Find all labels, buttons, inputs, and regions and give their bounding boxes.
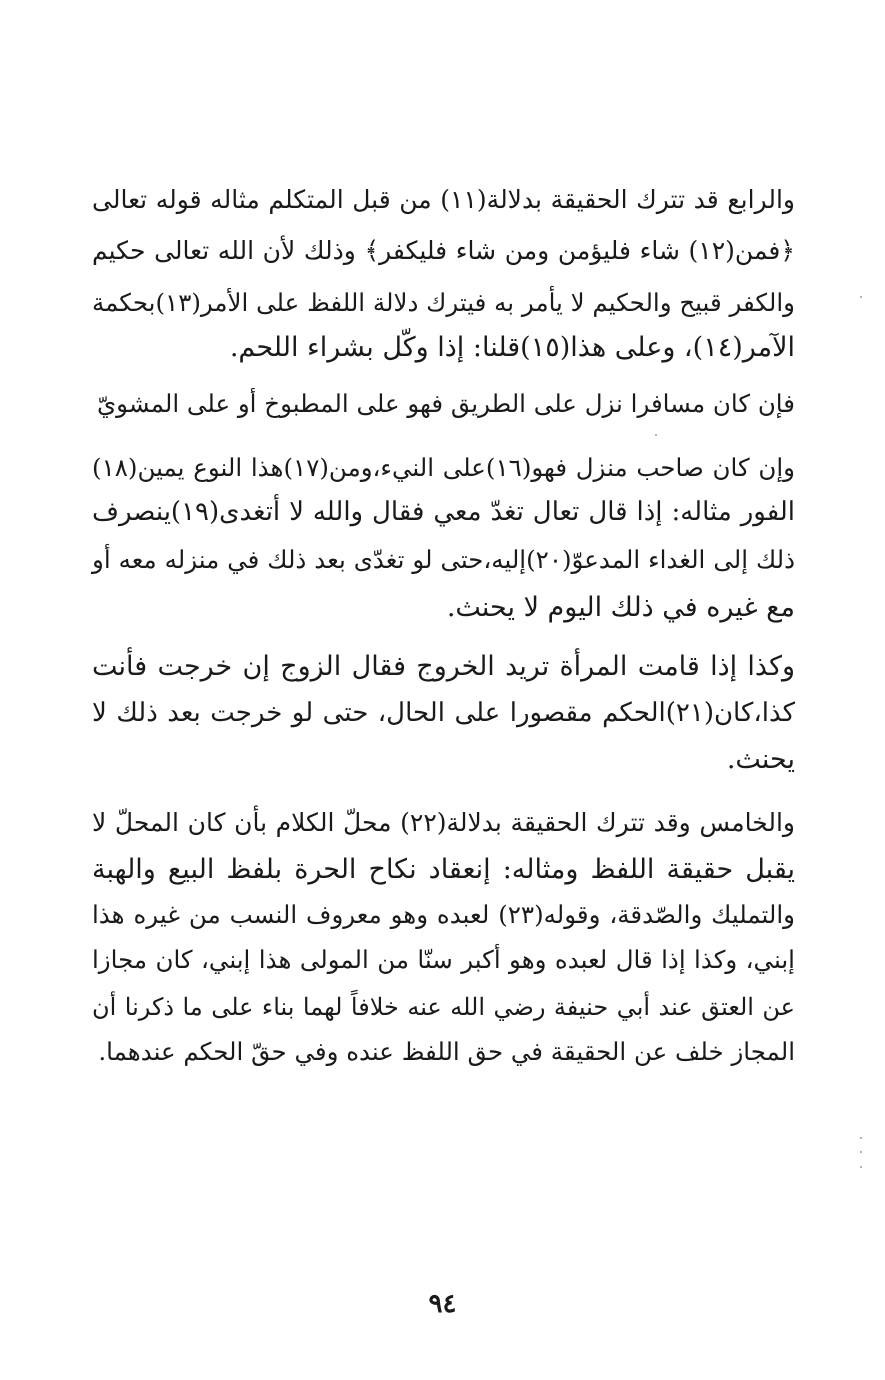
scan-speck — [655, 434, 657, 436]
paragraph-line: ذلك إلى الغداء المدعوّ(٢٠)إليه،حتى لو تغدّى بعد ذلك في منزله معه أو — [92, 545, 795, 574]
paragraph-line: كذا،كان(٢١)الحكم مقصورا على الحال، حتى لو خرجت بعد ذلك لا — [92, 698, 795, 728]
scan-speck — [860, 296, 862, 298]
paragraph-line: عن العتق عند أبي حنيفة رضي الله عنه خلافاً لهما بناء على ما ذكرنا أن — [92, 993, 795, 1021]
paragraph-line: فإن كان مسافرا نزل على الطريق فهو على المطبوخ أو على المشويّ — [97, 389, 795, 418]
scan-speck — [860, 1151, 862, 1153]
paragraph-line: والكفر قبيح والحكيم لا يأمر به فيترك دلالة اللفظ على الأمر(١٣)بحكمة — [92, 288, 795, 317]
paragraph-line: والخامس وقد تترك الحقيقة بدلالة(٢٢) محلّ الكلام بأن كان المحلّ لا — [92, 808, 795, 837]
paragraph-line: الفور مثاله: إذا قال تعال تغدّ معي فقال والله لا أتغدى(١٩)ينصرف — [92, 497, 795, 527]
paragraph-line: وكذا إذا قامت المرأة تريد الخروج فقال الزوج إن خرجت فأنت — [92, 651, 795, 682]
paragraph-line: المجاز خلف عن الحقيقة في حق اللفظ عنده وفي حقّ الحكم عندهما. — [98, 1037, 795, 1066]
paragraph-line: والتمليك والصّدقة، وقوله(٢٣) لعبده وهو معروف النسب من غيره هذا — [92, 900, 795, 929]
paragraph-line: إبني، وكذا إذا قال لعبده وهو أكبر سنّا من المولى هذا إبني، كان مجازا — [92, 945, 795, 974]
paragraph-line: يحنث. — [726, 744, 795, 775]
paragraph-line: الآمر(١٤)، وعلى هذا(١٥)قلنا: إذا وكّل بشراء اللحم. — [229, 332, 795, 363]
page-number: ٩٤ — [428, 1289, 457, 1319]
paragraph-line: والرابع قد تترك الحقيقة بدلالة(١١) من قبل المتكلم مثاله قوله تعالى — [92, 185, 795, 214]
paragraph-line: يقبل حقيقة اللفظ ومثاله: إنعقاد نكاح الحرة بلفظ البيع والهبة — [92, 854, 795, 885]
paragraph-line: وإن كان صاحب منزل فهو(١٦)على النيء،ومن(١٧)هذا النوع يمين(١٨) — [92, 453, 795, 482]
paragraph-line: ﴿فمن(١٢) شاء فليؤمن ومن شاء فليكفر﴾ وذلك لأن الله تعالى حكيم — [92, 236, 795, 265]
scan-speck — [860, 1137, 862, 1139]
paragraph-line: مع غيره في ذلك اليوم لا يحنث. — [446, 592, 795, 623]
scan-speck — [860, 1166, 862, 1168]
